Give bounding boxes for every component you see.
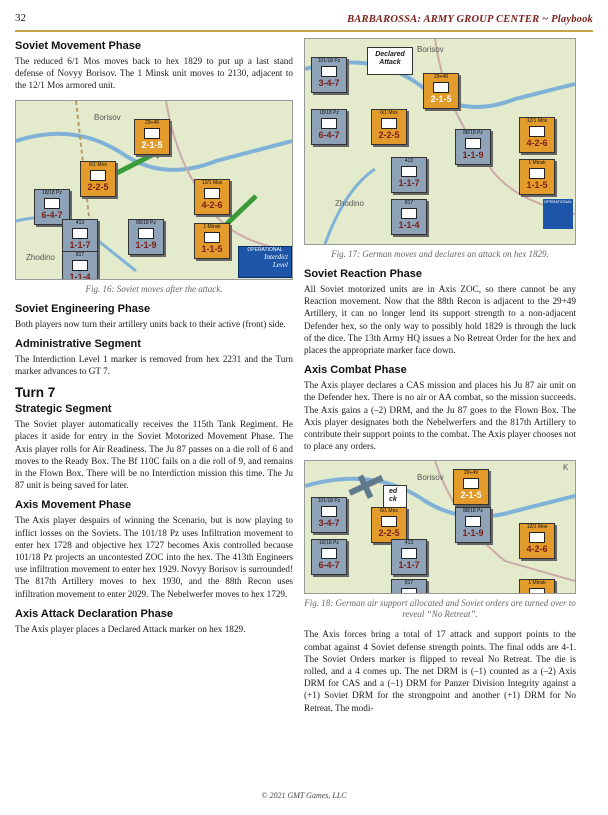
axis-attack-decl-text: The Axis player places a Declared Attack marker on hex 1829. bbox=[15, 623, 246, 634]
running-title: BARBAROSSA: ARMY GROUP CENTER ~ Playbook bbox=[347, 14, 593, 25]
unit-symbol-icon bbox=[204, 188, 220, 199]
unit-symbol-icon bbox=[321, 118, 337, 129]
unit-counter-id: 18/18 Pz bbox=[42, 189, 62, 196]
unit-counter-id: 18/18 Pz bbox=[319, 110, 339, 116]
unit-counter-id: 1 Minsk bbox=[528, 580, 546, 587]
unit-counter bbox=[311, 57, 347, 93]
axis-movement-text: The Axis player despairs of winning the Scenario, but is now playing to inflict losses on the Soviets. The 101/18 Pz uses Infiltration movement to enter hex 1728 and objective hex 1727 becomes Axis controlled because 101/18 Pz projects an uncontested ZOC into the hex. The 413th Engineers use infiltration movement to enter hex 1929. Novyy Borisov is surrounded! The 817th Artillery moves to hex 1930, and the 88th Recon uses infiltration movement to enter 2029. The Nebelwerfer moves to hex 1729. bbox=[15, 515, 293, 599]
declared-label-2: Attack bbox=[379, 59, 401, 66]
unit-counter-id: 88/18 Pz bbox=[463, 130, 483, 136]
unit-symbol-icon bbox=[381, 118, 397, 129]
unit-symbol-icon bbox=[401, 208, 417, 219]
unit-counter bbox=[371, 507, 407, 543]
soviet-reaction-text: All Soviet motorized units are in Axis ZOC, so there cannot be any Reaction movement. Now that the 88th Recon is adjacent to the 29+49 Artillery, it can no longer lend its support strength to a non-adjacent Defender hex, so the only way to possibly hold 1829 is through the luck of the dice. The 13th Army HQ issues a No Retreat Order for the hex and places the appropriate marker face down. bbox=[304, 284, 576, 356]
declared-label-1: Declared bbox=[375, 51, 405, 58]
unit-counter bbox=[519, 579, 555, 594]
unit-symbol-icon bbox=[465, 138, 481, 149]
unit-symbol-icon bbox=[529, 588, 545, 594]
unit-counter-id: 29+49 bbox=[433, 74, 449, 80]
fig18-caption: Fig. 18: German air support allocated and Soviet orders are turned over to reveal “No Retreat”. bbox=[304, 598, 576, 620]
unit-counter-id: 1 Minsk bbox=[203, 223, 221, 230]
declared-attack-marker bbox=[367, 47, 413, 75]
soviet-engineering-heading: Soviet Engineering Phase bbox=[15, 302, 151, 315]
unit-counter-id: 101/18 Pz bbox=[317, 58, 341, 64]
unit-counter bbox=[311, 539, 347, 575]
operational-label-17: OPERATIONAL bbox=[543, 199, 573, 204]
unit-counter-strength: 2-2-5 bbox=[87, 181, 109, 192]
unit-symbol-icon bbox=[44, 198, 60, 209]
unit-counter-strength: 6-4-7 bbox=[318, 560, 340, 571]
unit-counter bbox=[128, 219, 164, 255]
unit-counter-strength: 1-1-7 bbox=[69, 239, 91, 250]
soviet-movement-heading: Soviet Movement Phase bbox=[15, 40, 141, 52]
unit-symbol-icon bbox=[465, 516, 481, 527]
unit-counter-id: 413 bbox=[404, 540, 414, 547]
unit-counter bbox=[80, 161, 116, 197]
unit-counter-strength: 4-2-6 bbox=[526, 138, 548, 148]
unit-counter-id: 6/1 Mos bbox=[89, 161, 107, 168]
unit-counter-id: 88/18 Pz bbox=[136, 219, 156, 226]
unit-counter-strength: 4-2-6 bbox=[201, 199, 223, 210]
unit-counter-id: 18/18 Pz bbox=[319, 540, 339, 547]
unit-counter-id: 29+49 bbox=[144, 119, 160, 126]
left-column bbox=[15, 40, 293, 643]
unit-counter-id: 817 bbox=[404, 580, 414, 587]
unit-symbol-icon bbox=[401, 588, 417, 594]
fig17-map bbox=[304, 38, 576, 245]
map-corner-letter: K bbox=[563, 463, 569, 473]
unit-counter bbox=[311, 497, 347, 533]
final-text: The Axis forces bring a total of 17 attack and support points to the combat against 4 Soviet defense strength points. The final odds are 4-1. The Soviet Orders marker is flipped to reveal No Retreat. The die is rolled, and a 4 comes up. The net DRM is (–1) counted as a (–2) Axis DRM for CAS and a (–1) DRM for Panzer Division Integrity against a (+1) Soviet DRM for the strongpoint and another (+1) DRM for No Retreat. The modi- bbox=[304, 629, 576, 713]
fig16-caption: Fig. 16: Soviet moves after the attack. bbox=[85, 283, 223, 294]
town-borisov: Borisov bbox=[94, 112, 121, 122]
unit-symbol-icon bbox=[90, 170, 106, 181]
unit-counter-id: 12/1 Mos bbox=[526, 524, 548, 531]
unit-counter-strength: 2-1-5 bbox=[460, 490, 482, 501]
unit-symbol-icon bbox=[463, 478, 479, 489]
unit-counter bbox=[194, 223, 230, 259]
copyright-footer: © 2021 GMT Games, LLC bbox=[261, 791, 347, 800]
unit-symbol-icon bbox=[72, 228, 88, 239]
unit-counter-strength: 1-1-4 bbox=[69, 271, 91, 280]
unit-counter-strength: 6-4-7 bbox=[41, 209, 63, 220]
unit-counter-id: 1 Minsk bbox=[528, 160, 546, 166]
unit-symbol-icon bbox=[529, 532, 545, 543]
unit-counter bbox=[423, 73, 459, 109]
unit-counter-id: 29+49 bbox=[463, 470, 479, 477]
unit-counter-id: 413 bbox=[404, 158, 414, 164]
unit-symbol-icon bbox=[204, 232, 220, 243]
turn7-heading: Turn 7 bbox=[15, 385, 56, 401]
town-borisov-18: Borisov bbox=[417, 473, 444, 483]
town-borisov-17: Borisov bbox=[417, 45, 444, 54]
unit-counter bbox=[62, 251, 98, 280]
soviet-reaction-heading: Soviet Reaction Phase bbox=[304, 268, 422, 280]
unit-counter bbox=[391, 539, 427, 575]
unit-symbol-icon bbox=[321, 548, 337, 559]
unit-counter bbox=[391, 579, 427, 594]
unit-counter-strength: 1-1-7 bbox=[398, 560, 420, 571]
unit-symbol-icon bbox=[72, 260, 88, 271]
unit-counter-strength: 1-1-9 bbox=[135, 239, 157, 250]
unit-counter-id: 12/1 Mos bbox=[526, 118, 548, 124]
axis-combat-heading: Axis Combat Phase bbox=[304, 364, 407, 377]
unit-counter-strength: 1-1-9 bbox=[462, 528, 484, 539]
unit-counter bbox=[519, 523, 555, 559]
unit-counter-id: 88/18 Pz bbox=[463, 508, 483, 515]
unit-counter-id: 6/1 Mos bbox=[380, 508, 398, 515]
unit-counter bbox=[453, 469, 489, 505]
administrative-heading: Administrative Segment bbox=[15, 337, 141, 350]
unit-counter bbox=[62, 219, 98, 255]
unit-symbol-icon bbox=[529, 126, 545, 137]
unit-counter bbox=[519, 117, 555, 153]
interdict-marker bbox=[238, 246, 292, 278]
unit-counter-strength: 6-4-7 bbox=[318, 130, 340, 140]
unit-counter bbox=[455, 129, 491, 165]
town-zhodino-17: Zhodino bbox=[335, 199, 364, 208]
axis-attack-decl-heading: Axis Attack Declaration Phase bbox=[15, 607, 173, 620]
fig18-map bbox=[304, 460, 576, 594]
axis-combat-text: The Axis player declares a CAS mission and places his Ju 87 air unit on the Defender hex. There is no air or AA combat, so the mission succeeds. The Axis gains a (–2) DRM, and the Ju 87 goes to the Flown Box. The Axis player designates both the Nebelwerfers and the 817th Artillery to contribute their support points to the combat. The Axis player chooses not to place any orders. bbox=[304, 380, 576, 452]
fig17-caption: Fig. 17: German moves and declares an attack on hex 1829. bbox=[331, 249, 549, 259]
strategic-heading: Strategic Segment bbox=[15, 403, 112, 416]
unit-counter-strength: 1-1-9 bbox=[462, 150, 484, 160]
unit-counter-strength: 2-2-5 bbox=[378, 528, 400, 539]
unit-counter-strength: 1-1-4 bbox=[398, 220, 420, 230]
unit-symbol-icon bbox=[529, 168, 545, 179]
axis-movement-heading: Axis Movement Phase bbox=[15, 499, 132, 512]
fragment-1: ed bbox=[389, 488, 398, 496]
unit-counter-strength: 2-1-5 bbox=[141, 139, 163, 150]
town-zhodino: Zhodino bbox=[26, 252, 55, 262]
unit-counter-strength: 1-1-5 bbox=[201, 243, 223, 254]
unit-symbol-icon bbox=[144, 128, 160, 139]
unit-symbol-icon bbox=[401, 166, 417, 177]
unit-counter bbox=[455, 507, 491, 543]
unit-counter-id: 413 bbox=[75, 219, 85, 226]
right-column bbox=[304, 38, 576, 722]
unit-counter bbox=[311, 109, 347, 145]
operational-marker-17 bbox=[543, 199, 573, 229]
strategic-text: The Soviet player automatically receives the 115th Tank Regiment. He places it aside for entry in the Soviet Motorized Movement Phase. The Axis player rolls for Air Readiness. The Ju 87 passes on a die roll of 6 and moves to the Ready Box. The Bf 110C fails on a die roll of 9, and remains in the Flown Box. There will be no Interdiction mission this time. The Ju 87 unit is being saved for later. bbox=[15, 419, 293, 491]
unit-counter bbox=[519, 159, 555, 195]
unit-counter bbox=[134, 119, 170, 155]
unit-counter-strength: 2-1-5 bbox=[430, 94, 452, 104]
interdict-label-1: Interdict bbox=[264, 252, 288, 261]
unit-counter-id: 6/1 Mos bbox=[380, 110, 398, 116]
unit-symbol-icon bbox=[138, 228, 154, 239]
unit-symbol-icon bbox=[433, 82, 449, 93]
unit-counter-id: 817 bbox=[75, 251, 85, 258]
unit-symbol-icon bbox=[401, 548, 417, 559]
unit-counter-strength: 3-4-7 bbox=[318, 78, 340, 88]
fig16-map bbox=[15, 100, 293, 280]
unit-symbol-icon bbox=[321, 506, 337, 517]
unit-counter-strength: 4-2-6 bbox=[526, 544, 548, 555]
unit-counter-id: 12/1 Mos bbox=[201, 179, 223, 186]
page-number: 32 bbox=[15, 12, 26, 24]
unit-counter bbox=[391, 157, 427, 193]
unit-counter bbox=[371, 109, 407, 145]
unit-counter bbox=[194, 179, 230, 215]
header-rule bbox=[15, 30, 593, 32]
attack-marker-fragment bbox=[383, 485, 407, 509]
fragment-2: ck bbox=[389, 496, 397, 504]
unit-counter bbox=[391, 199, 427, 235]
operational-label: OPERATIONAL bbox=[247, 246, 283, 253]
soviet-movement-text: The reduced 6/1 Mos moves back to hex 1829 to put up a last stand defense of Novyy Borisov. The 1 Minsk unit moves to 2130, adjacent to the 12/1 Mos armored unit. bbox=[15, 56, 293, 91]
unit-counter-strength: 1-1-7 bbox=[398, 178, 420, 188]
interdict-label-2: Level bbox=[272, 260, 288, 269]
unit-symbol-icon bbox=[381, 516, 397, 527]
soviet-engineering-text: Both players now turn their artillery units back to their active (front) side. bbox=[15, 318, 286, 329]
unit-counter-strength: 2-2-5 bbox=[378, 130, 400, 140]
unit-counter-strength: 3-4-7 bbox=[318, 518, 340, 529]
administrative-text: The Interdiction Level 1 marker is removed from hex 2231 and the Turn marker advances to GT 7. bbox=[15, 353, 293, 377]
unit-counter-id: 817 bbox=[404, 200, 414, 206]
unit-symbol-icon bbox=[321, 66, 337, 77]
unit-counter-strength: 1-1-5 bbox=[526, 180, 548, 190]
unit-counter-id: 101/18 Pz bbox=[317, 498, 341, 505]
